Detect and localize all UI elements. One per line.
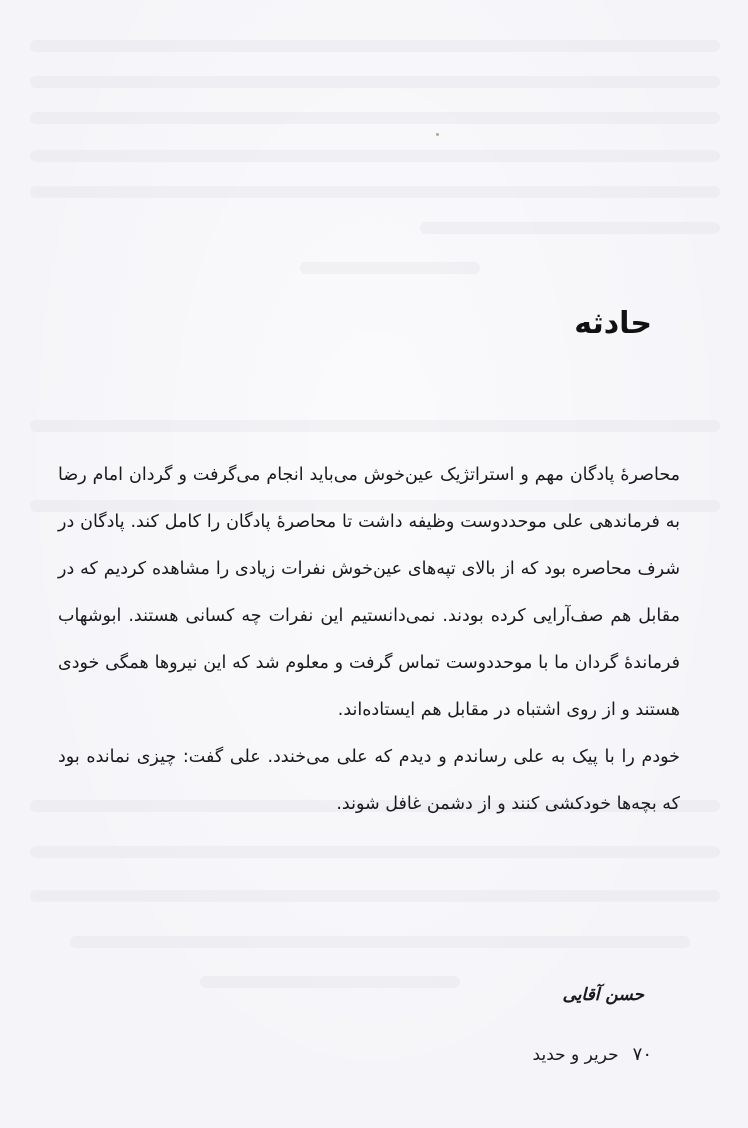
author-name: حسن آقایی	[562, 985, 644, 1005]
show-through-line	[420, 222, 720, 234]
show-through-line	[30, 890, 720, 902]
show-through-line	[30, 40, 720, 52]
show-through-line	[30, 76, 720, 88]
show-through-line	[300, 262, 480, 274]
page-footer	[533, 1044, 652, 1065]
book-title: حریر و حدید	[532, 1045, 619, 1065]
show-through-line	[30, 150, 720, 162]
body-text	[58, 452, 680, 828]
show-through-line	[30, 112, 720, 124]
chapter-title: حادثه	[574, 306, 652, 341]
page-number: ۷۰	[632, 1044, 652, 1065]
show-through-line	[70, 936, 690, 948]
paragraph: محاصرهٔ پادگان مهم و استراتژیک عین‌خوش می‌باید انجام می‌گرفت و گردان امام رضا به فرماندهی علی موحددوست وظیفه داشت تا محاصرهٔ پادگان را کامل کند. پادگان در شرف محاصره بود که از بالای تپه‌های عین‌خوش نفرات زیادی را مشاهده کردیم که در مقابل هم صف‌آرایی کرده بودند. نمی‌دانستیم این نفرات چه کسانی هستند. ابوشهاب فرماندهٔ گردان ما با موحددوست تماس گرفت و معلوم شد که این نیروها همگی خودی هستند و از روی اشتباه در مقابل هم ایستاده‌اند.	[58, 465, 680, 720]
paragraph: خودم را با پیک به علی رساندم و دیدم که علی می‌خندد. علی گفت: چیزی نمانده بود که بچه‌ها خودکشی کنند و از دشمن غافل شوند.	[58, 747, 680, 814]
show-through-line	[30, 186, 720, 198]
show-through-line	[30, 420, 720, 432]
show-through-line	[200, 976, 460, 988]
show-through-line	[30, 846, 720, 858]
paper-speck	[436, 133, 439, 136]
